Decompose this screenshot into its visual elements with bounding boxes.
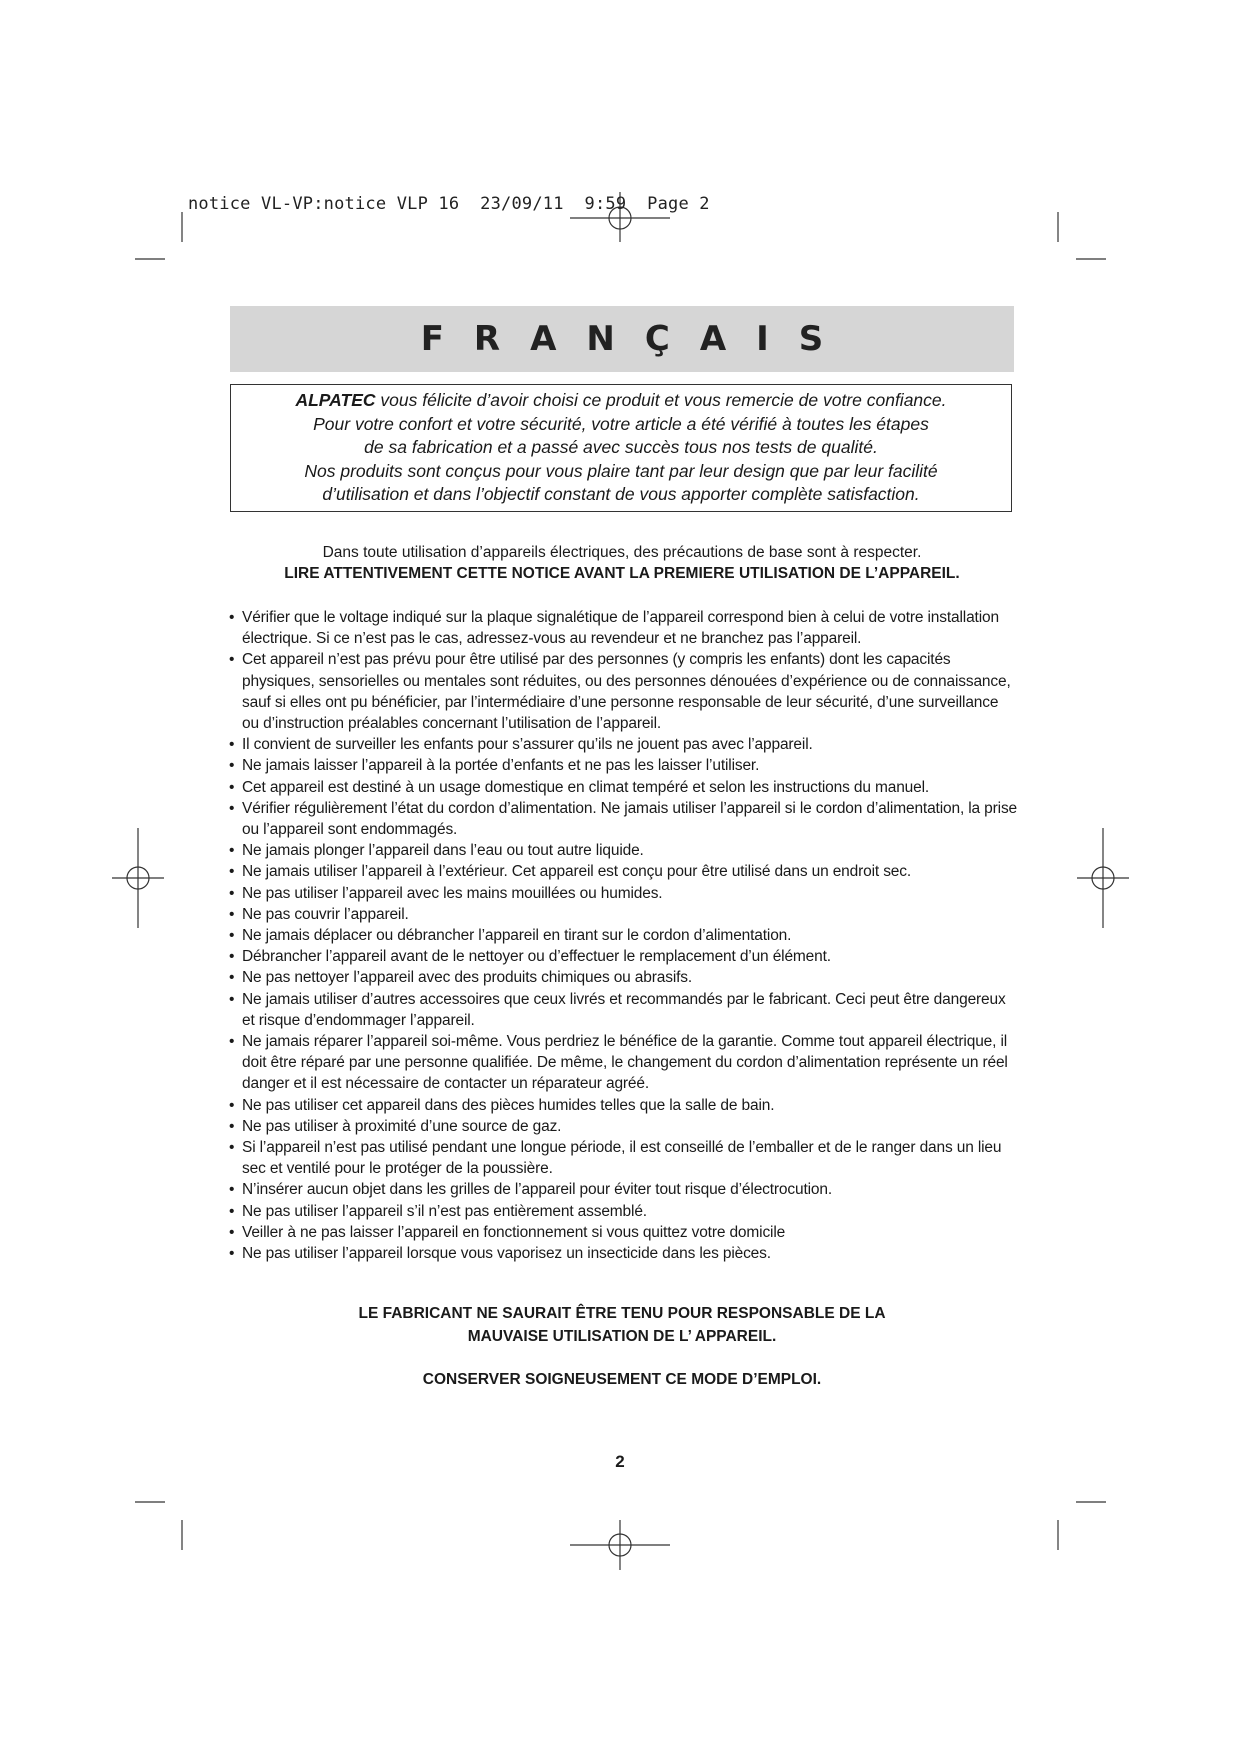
safety-rule: • Il convient de surveiller les enfants pour s’assurer qu’ils ne jouent pas avec l’appareil. (229, 734, 1019, 755)
safety-rule: • Ne jamais déplacer ou débrancher l’appareil en tirant sur le cordon d’alimentation. (229, 925, 1019, 946)
language-banner (230, 306, 1014, 372)
print-slug-line: notice VL-VP:notice VLP 16 23/09/11 9:59 Page 2 (188, 194, 710, 214)
read-notice-warning: LIRE ATTENTIVEMENT CETTE NOTICE AVANT LA PREMIERE UTILISATION DE L’APPAREIL. (284, 565, 960, 582)
safety-rule: • Cet appareil n’est pas prévu pour être utilisé par des personnes (y compris les enfants) dont les capacités physiques, sensorielles ou mentales sont réduites, ou des personnes dénouées d’expérience ou de connaissance, sauf si elles ont pu bénéficier, par l’intermédiaire d’une personne responsable de leur sécurité, d’une surveillance ou d’instruction préalables concernant l’utilisation de l’appareil. (229, 649, 1019, 734)
safety-rule: • Si l’appareil n’est pas utilisé pendant une longue période, il est conseillé de l’emballer et de le ranger dans un lieu sec et ventilé pour le protéger de la poussière. (229, 1137, 1019, 1179)
safety-rule: • Vérifier que le voltage indiqué sur la plaque signalétique de l’appareil correspond bien à celui de votre installation électrique. Si ce n’est pas le cas, adressez-vous au revendeur et ne branchez pas l’appareil. (229, 607, 1019, 649)
safety-rule: • N’insérer aucun objet dans les grilles de l’appareil pour éviter tout risque d’électrocution. (229, 1179, 1019, 1200)
safety-rule: • Ne jamais plonger l’appareil dans l’eau ou tout autre liquide. (229, 840, 1019, 861)
registration-mark-right (1077, 828, 1129, 928)
intro-line-1 (295, 389, 946, 413)
safety-rule: • Ne jamais utiliser d’autres accessoires que ceux livrés et recommandés par le fabricant. Ceci peut être dangereux et risque d’endommager l’appareil. (229, 989, 1019, 1031)
safety-rules-list (229, 607, 1019, 1264)
intro-line-2: Pour votre confort et votre sécurité, votre article a été vérifié à toutes les étapes (313, 413, 929, 434)
safety-rule: • Ne jamais utiliser l’appareil à l’extérieur. Cet appareil est conçu pour être utilisé dans un endroit sec. (229, 861, 1019, 882)
brand-name: ALPATEC (295, 390, 376, 411)
safety-rule: • Ne pas couvrir l’appareil. (229, 904, 1019, 925)
intro-line-5: d’utilisation et dans l’objectif constant de vous apporter complète satisfaction. (322, 484, 920, 505)
keep-manual-notice: CONSERVER SOIGNEUSEMENT CE MODE D’EMPLOI. (422, 1371, 822, 1388)
safety-rule: • Ne pas utiliser l’appareil lorsque vous vaporisez un insecticide dans les pièces. (229, 1243, 1019, 1264)
intro-box (230, 384, 1012, 512)
intro-line-4: Nos produits sont conçus pour vous plaire tant par leur design que par leur facilité (304, 460, 938, 481)
registration-mark-left (112, 828, 164, 928)
safety-rule: • Ne pas utiliser cet appareil dans des pièces humides telles que la salle de bain. (229, 1095, 1019, 1116)
safety-rule: • Ne jamais laisser l’appareil à la portée d’enfants et ne pas les laisser l’utiliser. (229, 755, 1019, 776)
language-title: FRANÇAIS (420, 319, 854, 359)
safety-rule: • Cet appareil est destiné à un usage domestique en climat tempéré et selon les instructions du manuel. (229, 777, 1019, 798)
safety-rule: • Ne pas utiliser l’appareil s’il n’est pas entièrement assemblé. (229, 1201, 1019, 1222)
safety-rule: • Ne pas utiliser à proximité d’une source de gaz. (229, 1116, 1019, 1137)
safety-rule: • Vérifier régulièrement l’état du cordon d’alimentation. Ne jamais utiliser l’appareil si le cordon d’alimentation, la prise ou l’appareil sont endommagés. (229, 798, 1019, 840)
intro-line-3: de sa fabrication et a passé avec succès tous nos tests de qualité. (364, 437, 878, 458)
page-number: 2 (615, 1452, 625, 1471)
disclaimer-line-2: MAUVAISE UTILISATION DE L’ APPAREIL. (467, 1328, 777, 1345)
safety-rule: • Ne jamais réparer l’appareil soi-même. Vous perdriez le bénéfice de la garantie. Comme tout appareil électrique, il doit être réparé par une personne qualifiée. De même, le changement du cordon d’alimentation représente un réel danger et il est nécessaire de contacter un réparateur agréé. (229, 1031, 1019, 1095)
safety-rule: • Ne pas nettoyer l’appareil avec des produits chimiques ou abrasifs. (229, 967, 1019, 988)
safety-rule: • Veiller à ne pas laisser l’appareil en fonctionnement si vous quittez votre domicile (229, 1222, 1019, 1243)
intro-line-1-text: vous félicite d’avoir choisi ce produit et vous remercie de votre confiance. (375, 390, 947, 411)
precaution-line: Dans toute utilisation d’appareils électriques, des précautions de base sont à respecter. (322, 544, 922, 561)
precaution-block (230, 542, 1014, 584)
registration-mark-bottom (570, 1520, 670, 1570)
safety-rule: • Ne pas utiliser l’appareil avec les mains mouillées ou humides. (229, 883, 1019, 904)
liability-disclaimer (230, 1302, 1014, 1348)
safety-rule: • Débrancher l’appareil avant de le nettoyer ou d’effectuer le remplacement d’un élément. (229, 946, 1019, 967)
disclaimer-line-1: LE FABRICANT NE SAURAIT ÊTRE TENU POUR RESPONSABLE DE LA (358, 1305, 886, 1322)
